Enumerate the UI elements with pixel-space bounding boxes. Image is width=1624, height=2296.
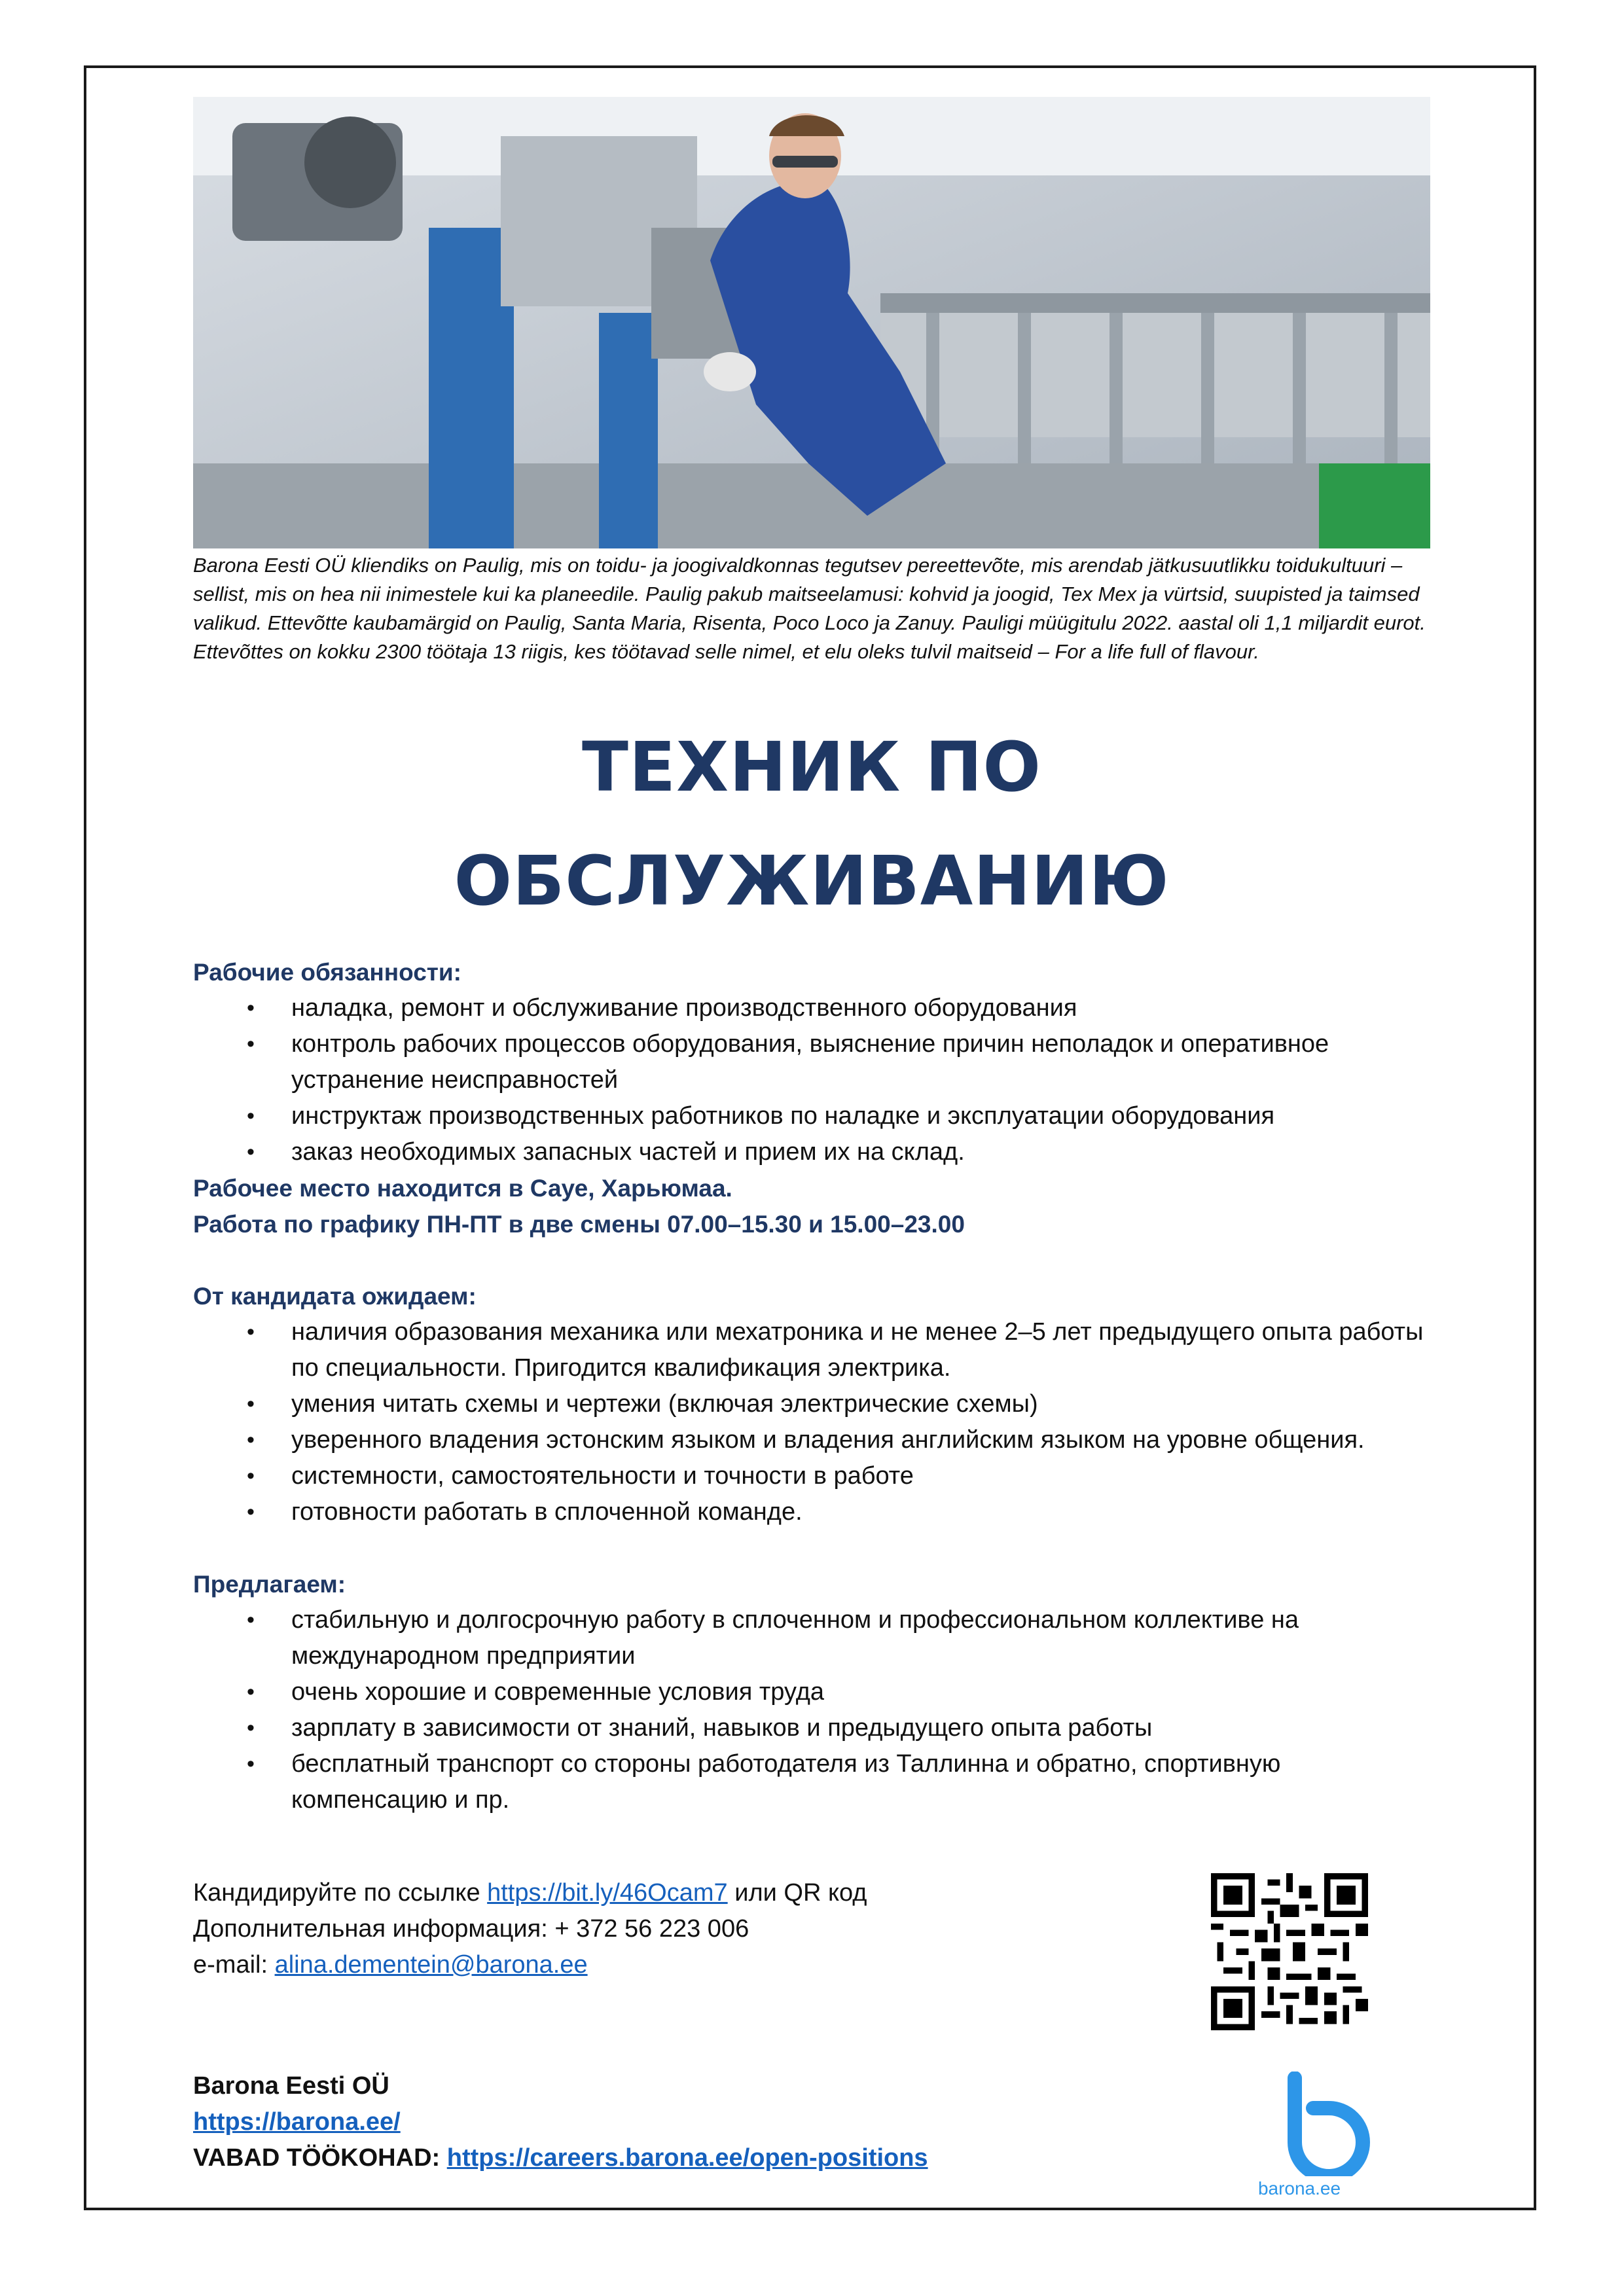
apply-prefix: Кандидируйте по ссылке <box>193 1879 488 1907</box>
list-item: • зарплату в зависимости от знаний, навыков и предыдущего опыта работы <box>193 1710 1437 1746</box>
list-item: • системности, самостоятельности и точности в работе <box>193 1458 1437 1494</box>
list-item: • очень хорошие и современные условия труда <box>193 1674 1437 1710</box>
jobs-line <box>193 2140 928 2176</box>
barona-logo-icon <box>1276 2072 1375 2176</box>
company-name: Barona Eesti OÜ <box>193 2072 389 2100</box>
list-item: • заказ необходимых запасных частей и прием их на склад. <box>193 1134 1437 1170</box>
list-item: • готовности работать в сплоченной команде. <box>193 1494 1437 1530</box>
list-item: • наладка, ремонт и обслуживание производственного оборудования <box>193 990 1437 1026</box>
jobs-label: VABAD TÖÖKOHAD <box>193 2144 432 2172</box>
factory-technician-image <box>193 97 1430 548</box>
list-item: • бесплатный транспорт со стороны работодателя из Таллинна и обратно, спортивную компенсацию и пр. <box>193 1746 1437 1818</box>
list-item: • наличия образования механика или мехатроника и не менее 2–5 лет предыдущего опыта работы по специальности. Пригодится квалификация электрика. <box>193 1314 1437 1386</box>
email-line <box>193 1947 867 1983</box>
work-schedule: Работа по графику ПН-ПТ в две смены 07.00–15.30 и 15.00–23.00 <box>193 1211 965 1238</box>
requirements-heading: От кандидата ожидаем: <box>193 1283 477 1310</box>
list-item: • умения читать схемы и чертежи (включая электрические схемы) <box>193 1386 1437 1422</box>
email-link[interactable]: alina.dementein@barona.ee <box>274 1951 588 1979</box>
list-item: • уверенного владения эстонским языком и владения английским языком на уровне общения. <box>193 1422 1437 1458</box>
header-photo <box>193 97 1430 548</box>
work-location: Рабочее место находится в Сауе, Харьюмаа. <box>193 1175 732 1202</box>
website-link[interactable]: https://barona.ee/ <box>193 2108 401 2136</box>
apply-line <box>193 1875 867 1911</box>
job-description <box>193 954 1437 1818</box>
jobs-link[interactable]: https://careers.barona.ee/open-positions <box>446 2144 928 2172</box>
job-title-line-1: ТЕХНИК ПО <box>582 727 1041 807</box>
list-item: • контроль рабочих процессов оборудования, выяснение причин неполадок и оперативное устранение неисправностей <box>193 1026 1437 1098</box>
brand-name: barona.ee <box>1257 2178 1341 2198</box>
requirements-list <box>193 1314 1437 1530</box>
offer-heading: Предлагаем: <box>193 1571 346 1598</box>
duties-list <box>193 990 1437 1170</box>
list-item: • стабильную и долгосрочную работу в сплоченном и профессиональном коллективе на международном предприятии <box>193 1602 1437 1674</box>
phone-info: Дополнительная информация: + 372 56 223 006 <box>193 1915 749 1943</box>
apply-link[interactable]: https://bit.ly/46Ocam7 <box>487 1879 728 1907</box>
email-label: e-mail: <box>193 1951 275 1979</box>
jobs-separator: : <box>431 2144 447 2172</box>
list-item: • инструктаж производственных работников по наладке и эксплуатации оборудования <box>193 1098 1437 1134</box>
job-title <box>193 710 1430 938</box>
client-intro-text: Barona Eesti OÜ kliendiks on Paulig, mis on toidu- ja joogivaldkonnas tegutsev pereettevõte, mis arendab jätkusuutlikku toidukultuuri – sellist, mis on hea nii inimestele kui ka planeedile. Paulig pakub maitseelamusi: kohvid ja joogid, Tex Mex ja vürtsid, suupisted ja taimsed valikud. Ettevõtte kaubamärgid on Paulig, Santa Maria, Risenta, Poco Loco ja Zanuy. Pauligi müügitulu 2022. aastal oli 1,1 miljardit eurot. Ettevõttes on kokku 2300 töötaja 13 riigis, kes töötavad selle nimel, et elu oleks tulvil maitseid – For a life full of flavour. <box>193 554 1426 663</box>
duties-heading: Рабочие обязанности: <box>193 959 461 986</box>
job-title-line-2: ОБСЛУЖИВАНИЮ <box>454 841 1170 921</box>
offer-list <box>193 1602 1437 1818</box>
footer-block <box>193 2068 928 2176</box>
apply-suffix: или QR код <box>727 1879 867 1907</box>
qr-code-icon[interactable] <box>1211 1873 1368 2030</box>
contact-block <box>193 1875 867 1983</box>
